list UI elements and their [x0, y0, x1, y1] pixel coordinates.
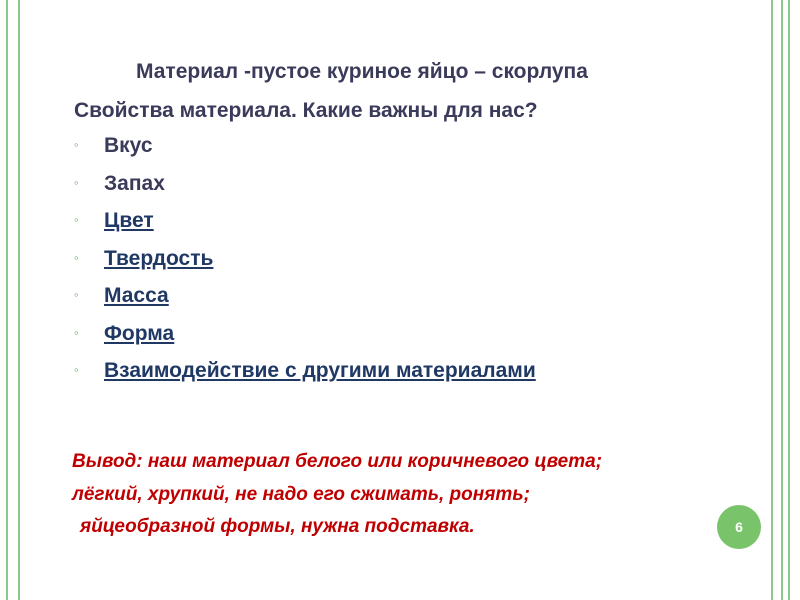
list-item — [74, 132, 536, 170]
property-taste: Вкус — [104, 134, 153, 157]
property-hardness-link[interactable]: Твердость — [104, 246, 214, 270]
property-color-link[interactable]: Цвет — [104, 209, 154, 232]
property-shape-link[interactable]: Форма — [104, 321, 175, 345]
bullet-icon: ◦ — [74, 137, 79, 152]
page-number-badge: 6 — [717, 505, 761, 549]
list-item — [74, 245, 536, 283]
slide-title: Материал -пустое куриное яйцо – скорлупа — [136, 60, 588, 83]
bullet-icon: ◦ — [74, 249, 79, 265]
bullet-icon: ◦ — [74, 287, 79, 302]
conclusion-line-1: Вывод: наш материал белого или коричневого цвета; — [72, 451, 603, 472]
conclusion-line-3: яйцеобразной формы, нужна подставка. — [80, 516, 475, 537]
property-smell: Запах — [104, 171, 165, 195]
bullet-icon: ◦ — [74, 324, 79, 340]
conclusion-line-2: лёгкий, хрупкий, не надо его сжимать, ронять; — [72, 484, 530, 505]
bullet-icon: ◦ — [74, 174, 79, 190]
property-interaction-link[interactable]: Взаимодействие с другими материалами — [104, 359, 536, 382]
list-item — [74, 170, 536, 208]
list-item — [74, 282, 536, 320]
bullet-icon: ◦ — [74, 212, 79, 227]
left-border-decoration — [6, 0, 20, 600]
list-item — [74, 207, 536, 245]
properties-list — [74, 132, 536, 395]
right-border-decoration — [771, 0, 783, 600]
right-border-line — [788, 0, 794, 600]
property-mass-link[interactable]: Масса — [104, 284, 169, 307]
slide-subtitle: Свойства материала. Какие важны для нас? — [74, 99, 538, 122]
list-item — [74, 357, 536, 395]
bullet-icon: ◦ — [74, 362, 79, 377]
list-item — [74, 320, 536, 358]
